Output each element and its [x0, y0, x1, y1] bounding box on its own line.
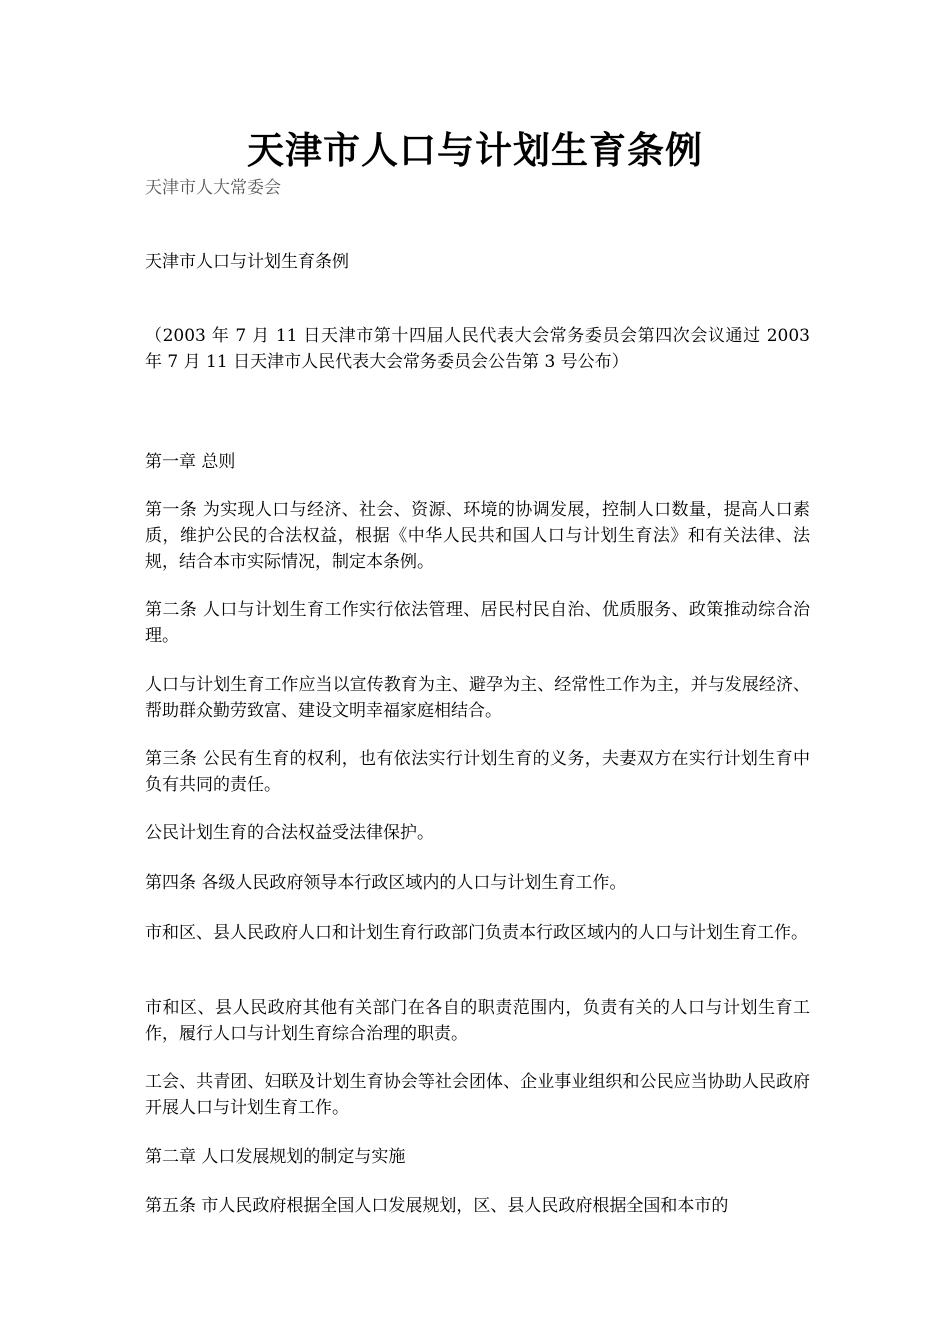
article-paragraph: 第二条 人口与计划生育工作实行依法管理、居民村民自治、优质服务、政策推动综合治理。 — [145, 600, 810, 646]
article-paragraph: 第五条 市人民政府根据全国人口发展规划，区、县人民政府根据全国和本市的 — [145, 1196, 729, 1216]
document-author: 天津市人大常委会 — [145, 178, 281, 198]
article-paragraph: 第一条 为实现人口与经济、社会、资源、环境的协调发展，控制人口数量，提高人口素质，维护公民的合法权益，根据《中华人民共和国人口与计划生育法》和有关法律、法规，结合本市实际情况，制定本条例。 — [145, 500, 810, 572]
article-paragraph: 市和区、县人民政府其他有关部门在各自的职责范围内，负责有关的人口与计划生育工作，履行人口与计划生育综合治理的职责。 — [145, 998, 810, 1044]
document-title: 天津市人口与计划生育条例 — [247, 128, 703, 172]
article-paragraph: 公民计划生育的合法权益受法律保护。 — [145, 823, 434, 843]
article-paragraph: 人口与计划生育工作应当以宣传教育为主、避孕为主、经常性工作为主，并与发展经济、帮助群众勤劳致富、建设文明幸福家庭相结合。 — [145, 675, 810, 721]
chapter-heading: 第二章 人口发展规划的制定与实施 — [145, 1147, 406, 1167]
article-paragraph: 第三条 公民有生育的权利，也有依法实行计划生育的义务，夫妻双方在实行计划生育中负有共同的责任。 — [145, 749, 810, 795]
document-subtitle: 天津市人口与计划生育条例 — [145, 252, 349, 272]
chapter-heading: 第一章 总则 — [145, 452, 236, 472]
adoption-note: （2003 年 7 月 11 日天津市第十四届人民代表大会常务委员会第四次会议通过 2003 年 7 月 11 日天津市人民代表大会常务委员会公告第 3 号公布） — [145, 326, 810, 372]
article-paragraph: 市和区、县人民政府人口和计划生育行政部门负责本行政区域内的人口与计划生育工作。 — [145, 923, 808, 943]
article-paragraph: 工会、共青团、妇联及计划生育协会等社会团体、企业事业组织和公民应当协助人民政府开展人口与计划生育工作。 — [145, 1072, 810, 1118]
article-paragraph: 第四条 各级人民政府领导本行政区域内的人口与计划生育工作。 — [145, 873, 627, 893]
